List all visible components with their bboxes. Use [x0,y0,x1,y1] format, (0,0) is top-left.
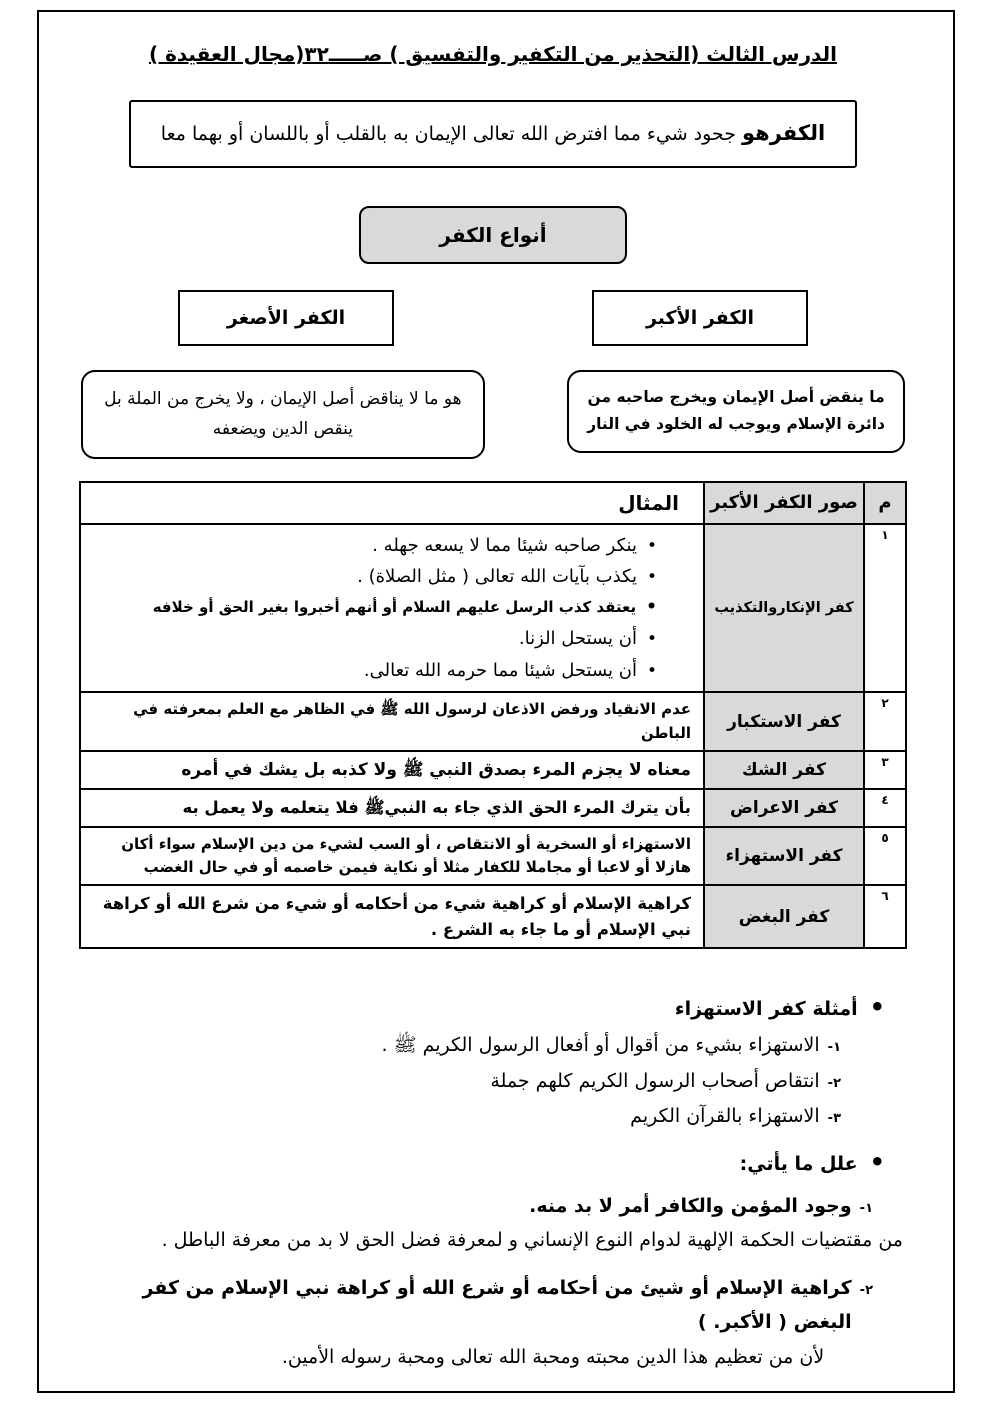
item-text: انتقاص أصحاب الرسول الكريم كلهم جملة [490,1069,820,1092]
bullet-icon: • [869,1147,885,1176]
reason-statement: وجود المؤمن والكافر أمر لا بد منه. [529,1194,852,1217]
table-row [80,692,906,751]
kufr-type-label: كفر الإنكاروالتكذيب [704,524,864,693]
kufr-example-cell [80,827,704,886]
example-bullet-line [93,561,691,593]
row-number: ٣ [864,751,906,789]
bullet-icon: • [646,597,657,618]
bullet-icon: • [646,628,657,649]
major-kufr-box: الكفر الأكبر [592,290,808,346]
kufr-type-label: كفر الاستهزاء [704,827,864,886]
table-header-row [80,482,906,524]
example-bullet-line [93,655,691,687]
example-text: الاستهزاء أو السخرية أو الانتقاص ، أو السب لشيء من دين الإسلام سواء أكان هازلا أو لاعبا أو مجاملا للكفار مثلا أو نكاية فيمن خاصمه أو في حال الغضب [121,834,691,877]
row-number: ٤ [864,789,906,827]
reason-statement-line [83,1189,903,1223]
bullet-icon: • [646,567,657,588]
reasoning-heading [83,1147,903,1176]
types-header-box: أنواع الكفر [359,206,627,264]
bullet-icon: • [869,993,885,1022]
reason-item [83,1271,903,1374]
row-number: ١ [864,524,906,693]
item-number: ٢- [827,1075,841,1091]
example-text: عدم الانقياد ورفض الاذعان لرسول الله ﷺ في الظاهر مع العلم بمعرفته في الباطن [133,700,691,742]
minor-kufr-box: الكفر الأصغر [178,290,394,346]
bullet-icon: • [646,535,657,556]
item-number: ٢- [859,1283,873,1299]
definition-box [129,100,858,168]
example-text: معناه لا يجزم المرء بصدق النبي ﷺ ولا كذبه بل يشك في أمره [181,759,691,780]
kufr-types-row [79,290,907,346]
example-bullet-line [93,623,691,655]
table-row [80,524,906,693]
kufr-descriptions-row [81,370,905,459]
example-text: أن يستحل الزنا. [518,627,637,649]
reason-statement: كراهية الإسلام أو شيئ من أحكامه أو شرع الله أو كراهة نبي الإسلام من كفر البغض ( الأكبر. ) [142,1277,852,1334]
example-text: أن يستحل شيئا مما حرمه الله تعالى. [363,659,637,681]
bullet-icon: • [646,660,657,681]
kufr-example-cell [80,885,704,948]
header-type: صور الكفر الأكبر [704,482,864,524]
reason-statement-line [83,1271,903,1339]
reason-item [83,1189,903,1257]
kufr-example-cell [80,789,704,827]
definition-term: الكفرهو [741,121,826,145]
example-bullet-line [93,593,691,623]
kufr-forms-table [79,481,907,950]
example-text: ينكر صاحبه شيئا مما لا يسعه جهله . [372,534,637,556]
item-text: الاستهزاء بالقرآن الكريم [630,1104,820,1127]
list-item [83,1099,903,1134]
kufr-type-label: كفر البغض [704,885,864,948]
example-text: كراهية الإسلام أو كراهية شيء من أحكامه أو شيء من شرع الله أو كراهة نبي الإسلام أو ما جاء به الشرع . [102,894,691,939]
section-title: علل ما يأتي: [739,1152,858,1175]
mockery-examples-heading [83,995,903,1020]
item-text: الاستهزاء بشيء من أقوال أو أفعال الرسول الكريم ﷺ . [381,1034,820,1057]
item-number: ٣- [827,1110,841,1126]
kufr-type-label: كفر الاعراض [704,789,864,827]
kufr-example-cell [80,751,704,789]
table-row [80,827,906,886]
item-number: ١- [827,1040,841,1056]
item-number: ١- [859,1200,873,1216]
example-text: بأن يترك المرء الحق الذي جاء به النبيﷺ فلا يتعلمه ولا يعمل به [182,798,691,818]
worksheet-page [37,10,955,1393]
section-title: أمثلة كفر الاستهزاء [674,998,858,1021]
bottom-sections [79,995,907,1373]
list-item [83,1028,903,1063]
definition-text: جحود شيء مما افترض الله تعالى الإيمان به بالقلب أو باللسان أو بهما معا [160,123,742,145]
table-row [80,789,906,827]
kufr-type-label: كفر الشك [704,751,864,789]
kufr-type-label: كفر الاستكبار [704,692,864,751]
example-bullet-line [93,530,691,562]
row-number: ٥ [864,827,906,886]
reason-answer: لأن من تعظيم هذا الدين محبته ومحبة الله تعالى ومحبة رسوله الأمين. [281,1345,825,1368]
example-text: يكذب بآيات الله تعالى ( مثل الصلاة) . [357,566,637,588]
reason-answer: من مقتضيات الحكمة الإلهية لدوام النوع الإنساني و لمعرفة فضل الحق لا بد من معرفة الباطل . [161,1229,903,1252]
page-title: الدرس الثالث (التحذير من التكفير والتفسيق ) صـــــ٣٢(مجال العقيدة ) [148,42,838,66]
row-number: ٢ [864,692,906,751]
table-row [80,885,906,948]
row-number: ٦ [864,885,906,948]
table-row [80,751,906,789]
major-kufr-description: ما ينقض أصل الإيمان ويخرج صاحبه من دائرة الإسلام ويوجب له الخلود في النار [567,370,905,454]
example-text: يعتقد كذب الرسل عليهم السلام أو أنهم أخبروا بغير الحق أو خلافه [152,598,637,617]
header-num: م [864,482,906,524]
list-item [83,1064,903,1099]
header-example: المثال [80,482,704,524]
kufr-example-cell [80,524,704,693]
minor-kufr-description: هو ما لا يناقض أصل الإيمان ، ولا يخرج من الملة بل ينقص الدين ويضعفه [81,370,485,459]
kufr-example-cell [80,692,704,751]
